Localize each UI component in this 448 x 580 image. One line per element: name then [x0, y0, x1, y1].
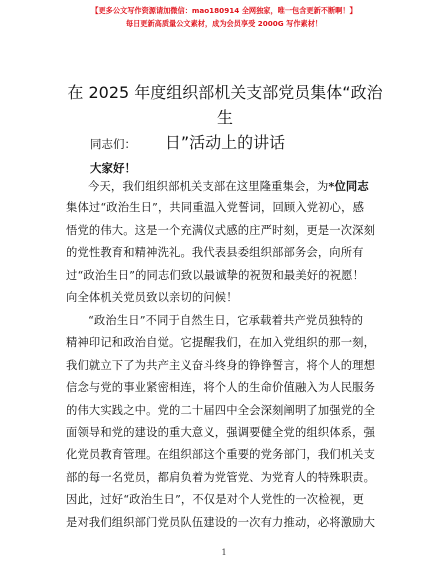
salutation: 同志们： [90, 137, 136, 151]
paragraph-line: 的党性教育和精神洗礼。我代表县委组织部部务会，向所有 [66, 246, 364, 260]
text-run: 今天，我们组织部机关支部在这里隆重集会，为 [88, 180, 329, 193]
paragraph-line: 化党员教育管理。在组织部这个重要的党务部门，我们机关支 [66, 448, 376, 462]
paragraph-line: 面领导和党的建设的重大意义，强调要健全党的组织体系，强 [66, 425, 376, 439]
title-line-1: 在 2025 年度组织部机关支部党员集体“政治生 [67, 83, 383, 127]
title-line-2: 日”活动上的讲话 [164, 133, 286, 152]
paragraph-line: “政治生日”不同于自然生日，它承载着共产党员独特的 [88, 314, 364, 327]
bold-text-run: *位同志 [328, 179, 369, 193]
page-number: 1 [221, 548, 227, 557]
paragraph-line: 过“政治生日”的同志们致以最诚挚的祝贺和最美好的祝愿！ [66, 268, 365, 282]
paragraph-line: 精神印记和政治自觉。它提醒我们，在加入党组织的那一刻， [66, 336, 376, 350]
paragraph-2 [66, 310, 392, 534]
paragraph-line: 的伟大实践之中。党的二十届四中全会深刻阐明了加强党的全 [66, 403, 376, 417]
paragraph-line [66, 175, 392, 197]
greeting: 大家好！ [90, 161, 136, 175]
paragraph-line: 我们就立下了为共产主义奋斗终身的铮铮誓言，将个人的理想 [66, 358, 376, 372]
paragraph-line: 悟党的伟大。这是一个充满仪式感的庄严时刻，更是一次深刻 [66, 223, 376, 237]
paragraph-line: 信念与党的事业紧密相连，将个人的生命价值融入为人民服务 [66, 381, 376, 395]
paragraph-line: 部的每一名党员，都肩负着为党管党、为党育人的特殊职责。 [66, 470, 376, 484]
paragraph-1 [66, 175, 392, 309]
promo-banner-line-2: 每日更新高质量公文素材，成为会员享受 2000G 写作素材！ [125, 19, 323, 28]
paragraph-line: 是对我们组织部门党员队伍建设的一次有力推动，必将激励大 [66, 515, 376, 529]
paragraph-line: 向全体机关党员致以亲切的问候！ [66, 290, 238, 304]
promo-banner-line-1: 【更多公文写作资源请加微信：mao180914 全网独家，唯一包含更新不断啊！】 [91, 6, 357, 15]
paragraph-line: 集体过“政治生日”，共同重温入党誓词，回顾入党初心，感 [66, 201, 365, 215]
paragraph-line: 因此，过好“政治生日”，不仅是对个人党性的一次检视，更 [66, 493, 365, 507]
